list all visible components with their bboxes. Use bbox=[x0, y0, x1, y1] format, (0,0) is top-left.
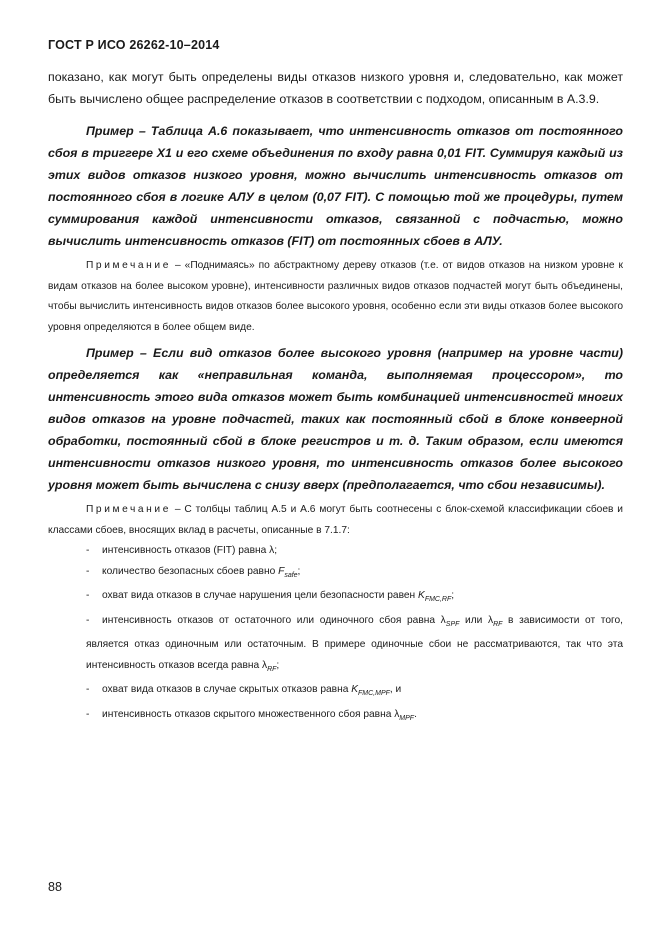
page-content bbox=[48, 66, 623, 729]
note-text: – «Поднимаясь» по абстрактному дереву отказов (т.е. от видов отказов на низком уровне к видам отказов на более высоком уровне), интенсивности различных видов отказов подчастей могут быть объединены, чтобы вычислить интенсивность видов отказов более высокого уровня, особенно если эти виды отказов более высокого уровня определяются в более общем виде. bbox=[48, 260, 623, 333]
note-paragraph-1 bbox=[48, 256, 623, 338]
list-item: - охват вида отказов в случае скрытых отказов равна $K_{FMC,MPF}$, и bbox=[48, 680, 623, 705]
intro-paragraph: показано, как могут быть определены виды отказов низкого уровня и, следовательно, как может быть вычислено общее распределение отказов в соответствии с подходом, описанным в А.3.9. bbox=[48, 70, 623, 106]
list-dash: - bbox=[86, 545, 90, 556]
list-item: - охват вида отказов в случае нарушения цели безопасности равен $K_{FMC,RF}$; bbox=[48, 586, 623, 611]
page-number: 88 bbox=[48, 880, 62, 894]
list-dash: - bbox=[86, 565, 90, 577]
list-dash: - bbox=[86, 614, 90, 626]
list-dash: - bbox=[86, 590, 90, 602]
list-dash: - bbox=[86, 708, 90, 720]
note-text: – С толбцы таблиц А.5 и А.6 могут быть соотнесены с блок-схемой классификации сбоев и классами сбоев, вносящих вклад в расчеты, описанные в 7.1.7: bbox=[48, 504, 623, 536]
list-item: - интенсивность отказов от остаточного или одиночного сбоя равна $\lambda_{SPF}$ или $\lambda_{RF}$ в зависимости от того, является отказ одиночным или остаточным. В примере одиночные сбои не рассматриваются, так что эта интенсивность отказов всегда равна $\lambda_{RF}$; bbox=[48, 611, 623, 681]
note-label: Примечание bbox=[86, 260, 171, 271]
list-item: - количество безопасных сбоев равно $F_{safe}$; bbox=[48, 562, 623, 587]
example-paragraph-2: Пример – Если вид отказов более высокого уровня (например на уровне части) определяется как «неправильная команда, выполняемая процессором», то интенсивность этого вида отказов может быть комбинацией интенсивностей многих видов отказов на уровне подчастей, таких как постоянный сбой в блоке конвеерной обработки, постоянный сбой в блоке регистров и т. д. Таким образом, если имеются интенсивности отказов низкого уровня, то интенсивность отказов более высокого уровня может быть вычислена с снизу вверх (предполагается, что сбои независимы). bbox=[48, 346, 623, 492]
list-item: - интенсивность отказов скрытого множественного сбоя равна $\lambda_{MPF}$. bbox=[48, 705, 623, 730]
note-paragraph-2 bbox=[48, 500, 623, 541]
example-paragraph-1: Пример – Таблица А.6 показывает, что интенсивность отказов от постоянного сбоя в триггере X1 и его схеме объединения по входу равна 0,01 FIT. Суммируя каждый из этих видов отказов низкого уровня, можно вычислить интенсивность отказов от постоянного сбоя в логике АЛУ в целом (0,07 FIT). С помощью той же процедуры, путем суммирования каждой интенсивности отказов, связанной с подчастью, можно вычислить интенсивность отказов (FIT) от постоянных сбоев в АЛУ. bbox=[48, 124, 623, 248]
document-header: ГОСТ Р ИСО 26262-10–2014 bbox=[48, 38, 220, 52]
note-label: Примечание bbox=[86, 504, 171, 515]
bullet-list bbox=[48, 541, 623, 729]
list-item: - интенсивность отказов (FIT) равна λ; bbox=[48, 541, 623, 562]
list-dash: - bbox=[86, 684, 90, 696]
